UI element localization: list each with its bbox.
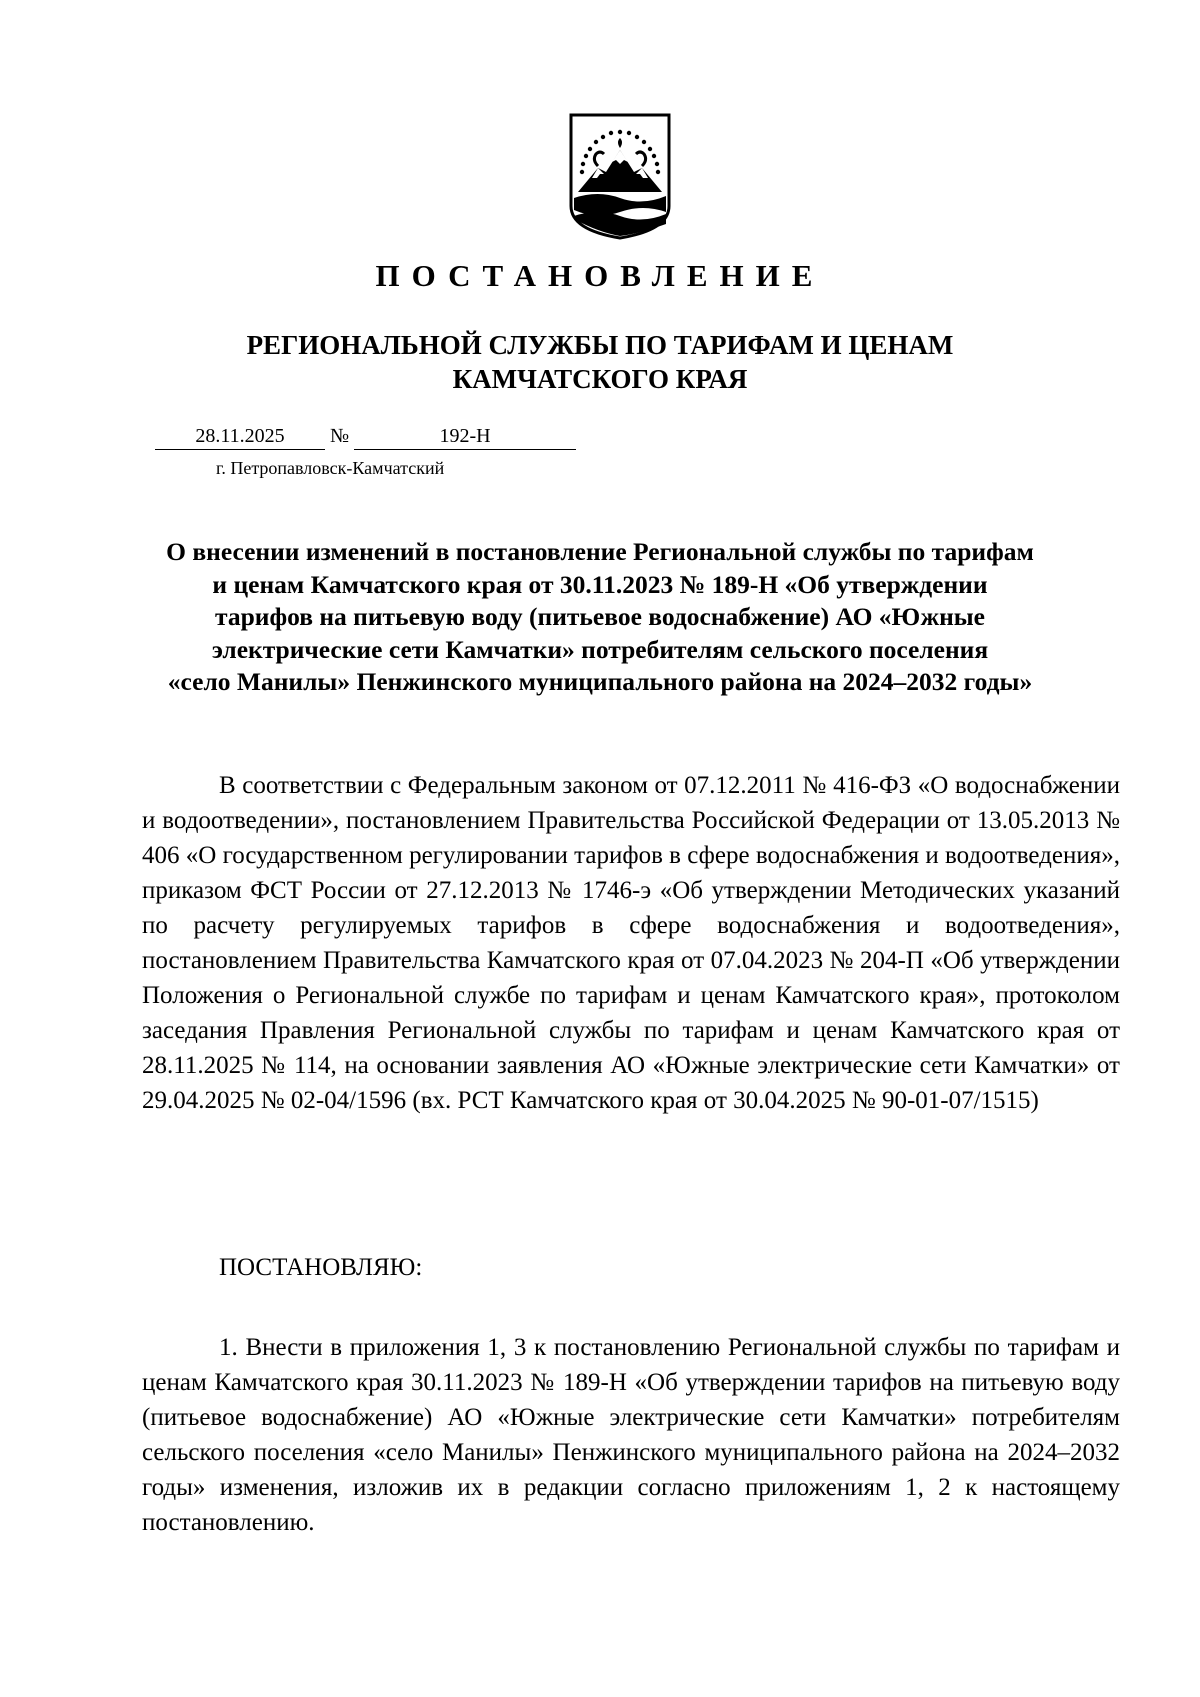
decree-item-1: 1. Внести в приложения 1, 3 к постановлению Региональной службы по тарифам и ценам Камчатского края 30.11.2023 № 189-Н «Об утверждении тарифов на питьевую воду (питьевое водоснабжение) АО «Южные электрические сети Камчатки» потребителям сельского поселения «село Манилы» Пенжинского муниципального района на 2024–2032 годы» изменения, изложив их в редакции согласно приложениям 1, 2 к настоящему постановлению. [142,1334,1120,1536]
document-city: г. Петропавловск-Камчатский [216,458,445,478]
kamchatka-coat-of-arms-icon [568,112,672,240]
number-label: № [330,425,350,447]
subject-line: электрические сети Камчатки» потребителям сельского поселения [211,634,989,664]
document-date: 28.11.2025 [155,423,325,450]
document-subject [130,536,1070,699]
document-type-title: ПОСТАНОВЛЕНИЕ [375,258,825,293]
document-number: 192-Н [354,423,576,450]
authority-line-2: КАМЧАТСКОГО КРАЯ [452,364,748,394]
authority-line-1: РЕГИОНАЛЬНОЙ СЛУЖБЫ ПО ТАРИФАМ И ЦЕНАМ [246,330,954,360]
decree-word: ПОСТАНОВЛЯЮ: [219,1254,423,1281]
subject-line: и ценам Камчатского края от 30.11.2023 № 189-Н «Об утверждении [212,569,988,599]
issuing-authority [0,328,1200,396]
preamble-paragraph: В соответствии с Федеральным законом от 07.12.2011 № 416-ФЗ «О водоснабжении и водоотведении», постановлением Правительства Российской Федерации от 13.05.2013 № 406 «О государственном регулировании тарифов в сфере водоснабжения и водоотведения», приказом ФСТ России от 27.12.2013 № 1746-э «Об утверждении Методических указаний по расчету регулируемых тарифов в сфере водоснабжения и водоотведения», постановлением Правительства Камчатского края от 07.04.2023 № 204-П «Об утверждении Положения о Региональной службе по тарифам и ценам Камчатского края», протоколом заседания Правления Региональной службы по тарифам и ценам Камчатского края от 28.11.2025 № 114, на основании заявления АО «Южные электрические сети Камчатки» от 29.04.2025 № 02-04/1596 (вх. РСТ Камчатского края от 30.04.2025 № 90-01-07/1515) [142,772,1120,1114]
subject-line: «село Манилы» Пенжинского муниципального района на 2024–2032 годы» [167,667,1033,696]
subject-line: О внесении изменений в постановление Региональной службы по тарифам [166,537,1034,566]
subject-line: тарифов на питьевую воду (питьевое водоснабжение) АО «Южные [214,602,985,631]
